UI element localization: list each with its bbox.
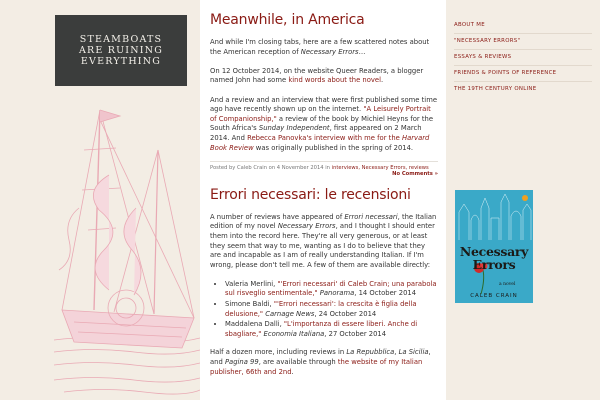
post-tags-link[interactable]: interviews, Necessary Errors, reviews bbox=[331, 164, 429, 171]
text: , and bbox=[210, 348, 431, 367]
review-link[interactable]: "'Errori necessari': la crescita è figlia della delusione," bbox=[225, 300, 417, 318]
review-list bbox=[210, 280, 438, 340]
site-logo[interactable] bbox=[55, 15, 187, 86]
text: … bbox=[358, 47, 366, 56]
book-title: Errori necessari bbox=[344, 212, 398, 221]
text: , and I thought I should enter them into the record here. They're all very generous, or at least they seem that way to me, wanting as I do to believe that they are and incapable as I am of really understanding Italian. If I'm wrong, please don't tell me. A few of them are available directly: bbox=[210, 222, 435, 269]
text: , the Italian edition of my novel bbox=[210, 212, 437, 231]
text: . bbox=[380, 76, 384, 85]
text: , first appeared on 2 March 2014. And bbox=[210, 124, 422, 142]
text: On 12 October 2014, on the website Queer Readers, a blogger named John had some bbox=[210, 66, 424, 85]
book-subtitle: a novel bbox=[499, 282, 516, 287]
sidebar-item-necessary-errors[interactable]: "NECESSARY ERRORS" bbox=[454, 34, 592, 50]
text: Rebecca Panovka's interview with me for the bbox=[247, 133, 402, 142]
post-meta bbox=[210, 161, 438, 177]
book-cover[interactable] bbox=[455, 190, 533, 303]
publication-title: La Repubblica bbox=[346, 348, 395, 357]
review-source: Carnage News bbox=[263, 309, 315, 318]
book-title-line2: Errors bbox=[472, 257, 516, 272]
kind-words-link[interactable]: kind words about the novel bbox=[288, 76, 381, 85]
post-paragraph bbox=[210, 38, 438, 57]
list-item bbox=[225, 280, 438, 299]
post-paragraph bbox=[210, 213, 438, 271]
publisher-link[interactable]: the website of my Italian publisher, 66th and 2nd bbox=[210, 358, 423, 376]
sidebar-item-19th-century[interactable]: THE 19TH CENTURY ONLINE bbox=[454, 86, 537, 92]
book-title: Necessary Errors bbox=[277, 222, 336, 231]
publication-title: Harvard Book Review bbox=[210, 133, 430, 152]
post-title[interactable]: Meanwhile, in America bbox=[210, 12, 365, 28]
publication-title: Pagina 99 bbox=[224, 358, 259, 367]
review-link[interactable]: "A Leisurely Portrait of Companionship," bbox=[210, 105, 431, 123]
publication-title: Sunday Independent bbox=[258, 124, 330, 133]
text: A number of reviews have appeared of bbox=[210, 212, 345, 221]
text: . bbox=[291, 367, 294, 376]
text: And while I'm closing tabs, here are a few scattered notes about the American reception of bbox=[210, 38, 430, 56]
post-errori-necessari bbox=[210, 187, 438, 378]
text: , bbox=[394, 348, 399, 357]
review-link[interactable]: "'Errori necessari' di Caleb Crain; una parabola sul risveglio sentimentale," bbox=[225, 279, 437, 298]
sidebar-item-friends[interactable]: FRIENDS & POINTS OF REFERENCE bbox=[454, 66, 592, 82]
post-paragraph bbox=[210, 96, 438, 154]
review-link[interactable]: "L'importanza di essere liberi. Anche di sbagliare," bbox=[225, 320, 418, 338]
review-author: Valeria Merlini, bbox=[225, 279, 278, 288]
steamboat-illustration bbox=[54, 90, 200, 400]
post-meanwhile-in-america bbox=[210, 12, 438, 177]
logo-text: STEAMBOATS ARE RUINING EVERYTHING bbox=[78, 34, 164, 67]
list-item bbox=[225, 300, 438, 319]
text: was originally published in the spring of 2014. bbox=[253, 143, 414, 152]
list-item bbox=[225, 320, 438, 339]
text: a review of the book by Michiel Heyns for the South Africa's bbox=[210, 114, 433, 133]
main-content bbox=[200, 0, 446, 400]
text: Half a dozen more, including reviews in bbox=[210, 348, 347, 357]
post-paragraph bbox=[210, 348, 438, 377]
review-date: , 24 October 2014 bbox=[314, 309, 377, 318]
comments-link[interactable]: No Comments » bbox=[392, 170, 438, 177]
post-title[interactable]: Errori necessari: le recensioni bbox=[210, 186, 411, 203]
left-column bbox=[0, 0, 200, 400]
text: , are available through bbox=[258, 358, 338, 367]
book-author: CALEB CRAIN bbox=[470, 293, 518, 299]
posted-by: Posted by Caleb Crain on 4 November 2014 in bbox=[210, 164, 332, 171]
review-date: , 27 October 2014 bbox=[324, 329, 387, 338]
book-title: Necessary Errors bbox=[300, 47, 359, 56]
text: And a review and an interview that were first published some time ago have recently shown up on the internet. bbox=[210, 95, 437, 114]
review-date: , 14 October 2014 bbox=[354, 289, 417, 298]
review-author: Maddalena Dalli, bbox=[225, 320, 284, 329]
sidebar-item-about-me[interactable]: ABOUT ME bbox=[454, 18, 592, 34]
review-source: Panorama bbox=[317, 289, 355, 298]
post-paragraph bbox=[210, 67, 438, 86]
review-source: Economia Italiana bbox=[261, 329, 325, 338]
book-title-line1: Necessary bbox=[459, 244, 529, 259]
publication-title: La Sicilia bbox=[398, 348, 429, 357]
publisher-logo-icon bbox=[522, 195, 528, 201]
review-author: Simone Baldi, bbox=[225, 300, 274, 309]
sidebar-item-essays-reviews[interactable]: ESSAYS & REVIEWS bbox=[454, 50, 592, 66]
